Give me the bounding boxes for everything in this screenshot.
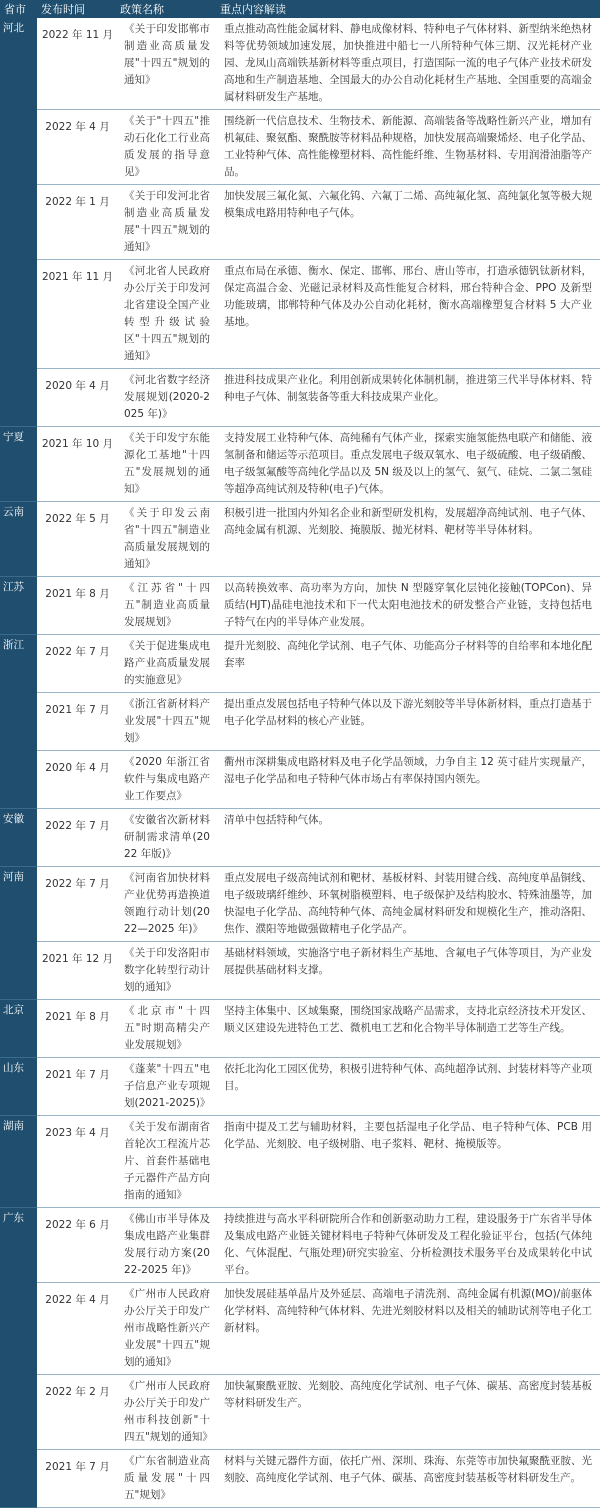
table-row [0, 809, 600, 867]
policy-name-cell: 《广州市人民政府办公厅关于印发广州市科技创新"十四五"规划的通知》 [116, 1375, 216, 1450]
content-cell: 清单中包括特种气体。 [216, 809, 600, 867]
date-cell: 2022 年 7 月 [37, 635, 116, 693]
policy-name-cell: 《江苏省"十四五"制造业高质量发展规划》 [116, 577, 216, 635]
content-cell: 提出重点发展包括电子特种气体以及下游光刻胶等半导体新材料，重点打造基于电子化学品材料的核心产业链。 [216, 693, 600, 751]
content-cell: 围绕新一代信息技术、生物技术、新能源、高端装备等战略性新兴产业，增加有机氟硅、聚氨酯、聚酰胺等材料品种规格，加快发展高端聚烯烃、电子化学品、工业特种气体、高性能橡塑材料、高性能纤维、生物基材料、专用润滑油脂等产品。 [216, 110, 600, 185]
content-cell: 指南中提及工艺与辅助材料，主要包括湿电子化学品、电子特种气体、PCB 用化学品、光刻胶、电子级树脂、电子浆料、靶材、掩模版等。 [216, 1116, 600, 1208]
content-cell: 加快发展三氟化氮、六氟化钨、六氟丁二烯、高纯氟化氢、高纯氯化氢等极大规模集成电路用特种电子气体。 [216, 185, 600, 260]
province-cell: 湖南 [0, 1116, 37, 1208]
date-cell: 2022 年 7 月 [37, 809, 116, 867]
date-cell: 2020 年 4 月 [37, 751, 116, 809]
date-cell: 2021 年 8 月 [37, 577, 116, 635]
content-cell: 持续推进与高水平科研院所合作和创新驱动助力工程，建设服务于广东省半导体及集成电路产业链关键材料电子特种气体研发及工程化验证平台，包括(气体纯化、气体混配、气瓶处理)研究实验室、分析检测技术服务平台及成果转化中试平台。 [216, 1208, 600, 1283]
date-cell: 2020 年 4 月 [37, 369, 116, 427]
date-cell: 2022 年 2 月 [37, 1375, 116, 1450]
header-row [0, 0, 600, 18]
table-row [0, 693, 600, 751]
table-row [0, 1058, 600, 1116]
content-cell: 加快发展硅基单晶片及外延层、高端电子清洗剂、高纯金属有机源(MO)/前驱体化学材料、高纯特种气体材料、先进光刻胶材料以及相关的辅助试剂等电子化工新材料。 [216, 1283, 600, 1375]
table-row [0, 1283, 600, 1375]
content-cell: 加快氟聚酰亚胺、光刻胶、高纯度化学试剂、电子气体、碳基、高密度封装基板等材料研发生产。 [216, 1375, 600, 1450]
policy-name-cell: 《关于促进集成电路产业高质量发展的实施意见》 [116, 635, 216, 693]
table-row [0, 260, 600, 369]
date-cell: 2021 年 8 月 [37, 1000, 116, 1058]
table-row [0, 1116, 600, 1208]
content-cell: 提升光刻胶、高纯化学试剂、电子气体、功能高分子材料等的自给率和本地化配套率 [216, 635, 600, 693]
date-cell: 2021 年 7 月 [37, 1058, 116, 1116]
date-cell: 2022 年 5 月 [37, 502, 116, 577]
date-cell: 2022 年 6 月 [37, 1208, 116, 1283]
policy-name-cell: 《关于印发宁东能源化工基地"十四五"发展规划的通知》 [116, 427, 216, 502]
province-cell: 浙江 [0, 635, 37, 809]
policy-name-cell: 《关于印发云南省"十四五"制造业高质量发展规划的通知》 [116, 502, 216, 577]
table-row [0, 1000, 600, 1058]
province-cell: 安徽 [0, 809, 37, 867]
content-cell: 依托北沟化工园区优势，积极引进特种气体、高纯超净试剂、封装材料等产业项目。 [216, 1058, 600, 1116]
content-cell: 支持发展工业特种气体、高纯稀有气体产业，探索实施氢能热电联产和储能、液氢制备和储运等示范项目。重点发展电子级双氧水、电子级硫酸、电子级硝酸、电子级氢氟酸等高纯化学品以及 5N 级及以上的氢气、氨气、硅烷、二氯二氢硅等超净高纯试剂及特种(电子)气体。 [216, 427, 600, 502]
content-cell: 重点布局在承德、衡水、保定、邯郸、邢台、唐山等市，打造承德钒钛新材料，保定高温合金、光磁记录材料及高性能复合材料，邢台特种合金、PPO 及新型功能玻璃，邯郸特种气体及办公自动化耗材，衡水高端橡塑复合材料 5 大产业基地。 [216, 260, 600, 369]
date-cell: 2022 年 11 月 [37, 18, 116, 110]
content-cell: 材料与关键元器件方面，依托广州、深圳、珠海、东莞等市加快氟聚酰亚胺、光刻胶、高纯度化学试剂、电子气体、碳基、高密度封装基板等材料研发生产。 [216, 1450, 600, 1508]
province-cell: 云南 [0, 502, 37, 577]
table-row [0, 1375, 600, 1450]
content-cell: 衢州市深耕集成电路材料及电子化学品领域，力争自主 12 英寸硅片实现量产，湿电子化学品和电子特种气体市场占有率保持国内领先。 [216, 751, 600, 809]
province-cell: 宁夏 [0, 427, 37, 502]
province-cell: 河北 [0, 18, 37, 427]
date-cell: 2023 年 4 月 [37, 1116, 116, 1208]
policy-name-cell: 《北京市"十四五"时期高精尖产业发展规划》 [116, 1000, 216, 1058]
date-cell: 2021 年 12 月 [37, 942, 116, 1000]
policy-name-cell: 《关于印发洛阳市数字化转型行动计划的通知》 [116, 942, 216, 1000]
table-row [0, 502, 600, 577]
content-cell: 积极引进一批国内外知名企业和新型研发机构，发展超净高纯试剂、电子气体、高纯金属有机源、光刻胶、掩膜版、抛光材料、靶材等半导体材料。 [216, 502, 600, 577]
table-row [0, 1208, 600, 1283]
province-cell: 广东 [0, 1208, 37, 1508]
policy-name-cell: 《佛山市半导体及集成电路产业集群发展行动方案(2022-2025 年)》 [116, 1208, 216, 1283]
content-cell: 基础材料领域，实施洛宁电子新材料生产基地、含氟电子气体等项目，为产业发展提供基础材料支撑。 [216, 942, 600, 1000]
policy-name-cell: 《安徽省次新材料研制需求清单(2022 年版)》 [116, 809, 216, 867]
table-row [0, 867, 600, 942]
policy-name-cell: 《广州市人民政府办公厅关于印发广州市战略性新兴产业发展"十四五"规划的通知》 [116, 1283, 216, 1375]
province-cell: 江苏 [0, 577, 37, 635]
table-row [0, 942, 600, 1000]
policy-name-cell: 《河北省数字经济发展规划(2020-2025 年)》 [116, 369, 216, 427]
date-cell: 2022 年 7 月 [37, 867, 116, 942]
table-row [0, 427, 600, 502]
header-date: 发布时间 [37, 0, 116, 18]
policy-name-cell: 《浙江省新材料产业发展"十四五"规划》 [116, 693, 216, 751]
province-cell: 北京 [0, 1000, 37, 1058]
policy-name-cell: 《2020 年浙江省软件与集成电路产业工作要点》 [116, 751, 216, 809]
date-cell: 2021 年 7 月 [37, 693, 116, 751]
table-row [0, 577, 600, 635]
policy-name-cell: 《关于印发河北省制造业高质量发展"十四五"规划的通知》 [116, 185, 216, 260]
province-cell: 山东 [0, 1058, 37, 1116]
date-cell: 2022 年 4 月 [37, 110, 116, 185]
table-row [0, 751, 600, 809]
header-province: 省市 [0, 0, 37, 18]
content-cell: 重点推动高性能金属材料、静电成像材料、特种电子气体材料、新型纳米绝热材料等优势领域加速发展，加快推进中船七一八所特种气体三期、汉光耗材产业园、龙凤山高端铁基新材料等重点项目，打造国际一流的电子气体产业技术研发高地和生产制造基地、全国最大的办公自动化耗材生产基地、全国重要的高端金属材料研发生产基地。 [216, 18, 600, 110]
policy-name-cell: 《蓬莱"十四五"电子信息产业专项规划(2021-2025)》 [116, 1058, 216, 1116]
table-row [0, 110, 600, 185]
date-cell: 2022 年 4 月 [37, 1283, 116, 1375]
policy-name-cell: 《关于印发邯郸市制造业高质量发展"十四五"规划的通知》 [116, 18, 216, 110]
table-row [0, 18, 600, 110]
table-row [0, 635, 600, 693]
table-row [0, 369, 600, 427]
policy-name-cell: 《关于"十四五"推动石化化工行业高质发展的指导意见》 [116, 110, 216, 185]
header-policy: 政策名称 [116, 0, 216, 18]
date-cell: 2021 年 7 月 [37, 1450, 116, 1508]
date-cell: 2021 年 10 月 [37, 427, 116, 502]
policy-name-cell: 《河南省加快材料产业优势再造换道领跑行动计划(2022—2025 年)》 [116, 867, 216, 942]
content-cell: 坚持主体集中、区域集聚，围绕国家战略产品需求，支持北京经济技术开发区、顺义区建设先进特色工艺、微机电工艺和化合物半导体制造工艺等生产线。 [216, 1000, 600, 1058]
policy-name-cell: 《河北省人民政府办公厅关于印发河北省建设全国产业转型升级试验区"十四五"规划的通知》 [116, 260, 216, 369]
province-cell: 河南 [0, 867, 37, 1000]
content-cell: 重点发展电子级高纯试剂和靶材、基板材料、封装用键合线、高纯度单晶铜线、电子级玻璃纤维纱、环氧树脂模塑料、电子级保护及结构胶水、特殊油墨等，加快湿电子化学品、高纯特种气体、高纯金属材料研发和规模化生产，推动洛阳、焦作、濮阳等地做强做精电子化学品产。 [216, 867, 600, 942]
content-cell: 以高转换效率、高功率为方向，加快 N 型隧穿氧化层钝化接触(TOPCon)、异质结(HJT)晶硅电池技术和下一代太阳电池技术的研发整合产业链，支持包括电子特气在内的半导体产业发展。 [216, 577, 600, 635]
date-cell: 2022 年 1 月 [37, 185, 116, 260]
policy-name-cell: 《广东省制造业高质量发展"十四五"规划》 [116, 1450, 216, 1508]
policy-name-cell: 《关于发布湖南省首轮次工程流片芯片、首套件基础电子元器件产品方向指南的通知》 [116, 1116, 216, 1208]
content-cell: 推进科技成果产业化。利用创新成果转化体制机制，推进第三代半导体材料、特种电子气体、制氢装备等重大科技成果产业化。 [216, 369, 600, 427]
date-cell: 2021 年 11 月 [37, 260, 116, 369]
table-row [0, 185, 600, 260]
header-content: 重点内容解读 [216, 0, 600, 18]
